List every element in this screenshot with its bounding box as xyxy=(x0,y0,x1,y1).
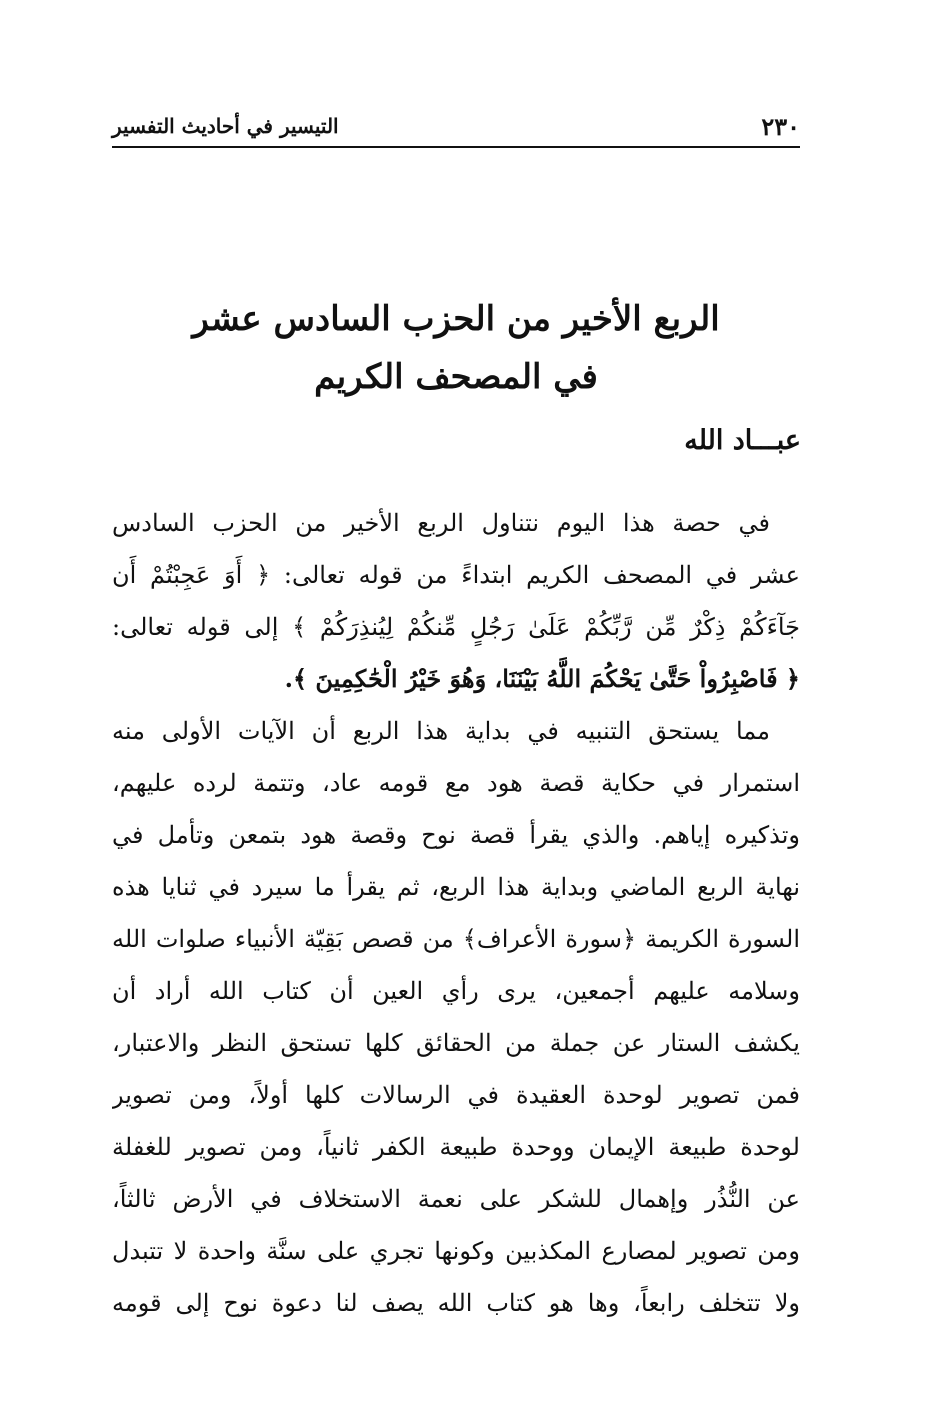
paragraph-line: في حصة هذا اليوم نتناول الربع الأخير من الحزب السادس xyxy=(112,509,770,537)
paragraph-line: السورة الكريمة ﴿سورة الأعراف﴾ من قصص بَقِيّة الأنبياء صلوات الله xyxy=(112,925,800,953)
paragraph-line: ومن تصوير لمصارع المكذبين وكونها تجري على سنَّة واحدة لا تتبدل xyxy=(112,1237,800,1265)
paragraph-line: ولا تتخلف رابعاً، وها هو كتاب الله يصف لنا دعوة نوح إلى قومه xyxy=(112,1289,800,1317)
paragraph-2 xyxy=(112,705,800,1329)
paragraph-line: مما يستحق التنبيه في بداية هذا الربع أن الآيات الأولى منه xyxy=(112,717,770,745)
chapter-title-line-1: الربع الأخير من الحزب السادس عشر xyxy=(192,299,720,339)
paragraph-line: وسلامه عليهم أجمعين، يرى رأي العين أن كتاب الله أراد أن xyxy=(112,977,800,1005)
paragraph-1 xyxy=(112,497,800,705)
paragraph-line: عن النُّذُر وإهمال للشكر على نعمة الاستخلاف في الأرض ثالثاً، xyxy=(112,1185,800,1213)
paragraph-line: عشر في المصحف الكريم ابتداءً من قوله تعالى: ﴿ أَوَ عَجِبْتُمْ أَن xyxy=(112,561,800,589)
paragraph-line: جَآءَكُمْ ذِكْرٌ مِّن رَّبِّكُمْ عَلَىٰ رَجُلٍ مِّنكُمْ لِيُنذِرَكُمْ ﴾ إلى قوله تعالى: xyxy=(112,613,800,641)
book-title: التيسير في أحاديث التفسير xyxy=(112,114,339,138)
paragraph-line: لوحدة طبيعة الإيمان ووحدة طبيعة الكفر ثانياً، ومن تصوير للغفلة xyxy=(112,1133,800,1161)
chapter-title-line-2: في المصحف الكريم xyxy=(314,357,598,397)
page-number: ٢٣٠ xyxy=(761,112,800,141)
section-heading: عبـــاد الله xyxy=(684,425,801,456)
paragraph-line: وتذكيره إياهم. والذي يقرأ قصة نوح وقصة هود بتمعن وتأمل في xyxy=(112,821,800,849)
running-header xyxy=(112,112,800,148)
paragraph-line: يكشف الستار عن جملة من الحقائق كلها تستحق النظر والاعتبار، xyxy=(112,1029,800,1057)
paragraph-line: استمرار في حكاية قصة هود مع قومه عاد، وتتمة لرده عليهم، xyxy=(112,769,800,797)
paragraph-line: نهاية الربع الماضي وبداية هذا الربع، ثم يقرأ ما سيرد في ثنايا هذه xyxy=(112,873,800,901)
chapter-title xyxy=(112,290,800,406)
paragraph-line: فمن تصوير لوحدة العقيدة في الرسالات كلها أولاً، ومن تصوير xyxy=(112,1081,800,1109)
paragraph-line: ﴿ فَاصْبِرُواْ حَتَّىٰ يَحْكُمَ اللَّهُ بَيْنَنَا، وَهُوَ خَيْرُ الْحَٰكِمِينَ ﴾. xyxy=(284,664,800,693)
